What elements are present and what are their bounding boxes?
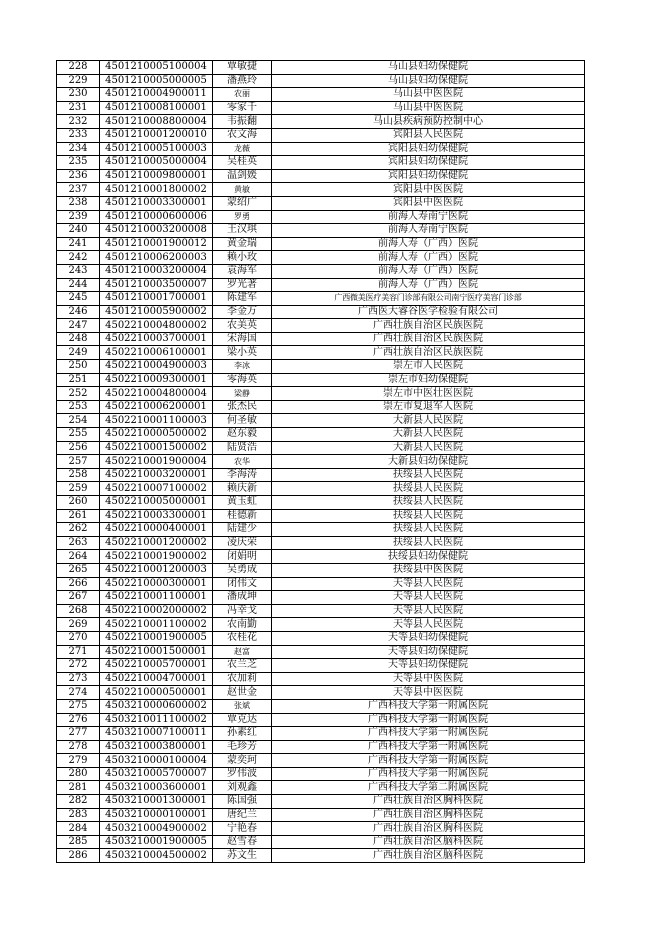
person-name: 零家千 (213, 101, 272, 115)
record-id: 4503210004500002 (100, 849, 213, 863)
record-id: 4501210008100001 (100, 101, 213, 115)
institution-name: 扶绥县人民医院 (272, 496, 585, 510)
row-number: 264 (57, 550, 100, 564)
table-row (57, 767, 585, 781)
table-row (57, 604, 585, 618)
record-id: 4502210001200002 (100, 536, 213, 550)
person-name: 梁小英 (213, 346, 272, 360)
row-number: 239 (57, 210, 100, 224)
table-row (57, 373, 585, 387)
row-number: 256 (57, 441, 100, 455)
record-id: 4503210001900005 (100, 835, 213, 849)
record-id: 4501210009800001 (100, 169, 213, 183)
institution-name: 宾阳县妇幼保健院 (272, 169, 585, 183)
record-id: 4502210004900003 (100, 360, 213, 374)
record-id: 4502210009300001 (100, 373, 213, 387)
person-name: 赵雪春 (213, 835, 272, 849)
table-row (57, 61, 585, 75)
table-row (57, 224, 585, 238)
institution-name: 扶绥县人民医院 (272, 523, 585, 537)
table-row (57, 468, 585, 482)
institution-name: 广西壮族自治区民族医院 (272, 319, 585, 333)
institution-name: 马山县中医医院 (272, 101, 585, 115)
record-id: 4503210003600001 (100, 781, 213, 795)
person-name: 赵世金 (213, 686, 272, 700)
institution-name: 前海人寿南宁医院 (272, 210, 585, 224)
person-name: 农加莉 (213, 672, 272, 686)
row-number: 250 (57, 360, 100, 374)
institution-name: 马山县妇幼保健院 (272, 61, 585, 75)
record-id: 4502210001500001 (100, 645, 213, 659)
record-id: 4502210005000001 (100, 496, 213, 510)
row-number: 255 (57, 428, 100, 442)
record-id: 4502210000400001 (100, 523, 213, 537)
table-row (57, 264, 585, 278)
institution-name: 马山县妇幼保健院 (272, 74, 585, 88)
table-row (57, 699, 585, 713)
row-number: 282 (57, 795, 100, 809)
row-number: 241 (57, 237, 100, 251)
table-row (57, 795, 585, 809)
institution-name: 广西科技大学第一附属医院 (272, 713, 585, 727)
row-number: 240 (57, 224, 100, 238)
institution-name: 扶绥县人民医院 (272, 482, 585, 496)
table-row (57, 414, 585, 428)
institution-name: 大新县人民医院 (272, 428, 585, 442)
record-id: 4503210011100002 (100, 713, 213, 727)
row-number: 285 (57, 835, 100, 849)
table-row (57, 278, 585, 292)
row-number: 252 (57, 387, 100, 401)
roster-table (56, 60, 585, 863)
person-name: 冯幸戈 (213, 604, 272, 618)
institution-name: 广西科技大学第一附属医院 (272, 767, 585, 781)
table-row (57, 686, 585, 700)
table-row (57, 441, 585, 455)
row-number: 230 (57, 88, 100, 102)
institution-name: 天等县人民医院 (272, 577, 585, 591)
table-row (57, 523, 585, 537)
record-id: 4501210004900011 (100, 88, 213, 102)
person-name: 农南勤 (213, 618, 272, 632)
person-name: 张杰民 (213, 400, 272, 414)
institution-name: 前海人寿南宁医院 (272, 224, 585, 238)
institution-name: 扶绥县人民医院 (272, 509, 585, 523)
person-name: 张斌 (213, 699, 272, 713)
person-name: 李金万 (213, 305, 272, 319)
table-row (57, 142, 585, 156)
institution-name: 广西壮族自治区脑科医院 (272, 849, 585, 863)
institution-name: 广西科技大学第一附属医院 (272, 727, 585, 741)
person-name: 刘观鑫 (213, 781, 272, 795)
table-row (57, 550, 585, 564)
institution-name: 大新县人民医院 (272, 441, 585, 455)
person-name: 陆建少 (213, 523, 272, 537)
record-id: 4502210000500002 (100, 428, 213, 442)
person-name: 陆贤浩 (213, 441, 272, 455)
person-name: 潘成坤 (213, 591, 272, 605)
person-name: 零海英 (213, 373, 272, 387)
record-id: 4502210001900002 (100, 550, 213, 564)
institution-name: 天等县妇幼保健院 (272, 645, 585, 659)
person-name: 赖庆新 (213, 482, 272, 496)
table-row (57, 387, 585, 401)
table-row (57, 536, 585, 550)
person-name: 覃克达 (213, 713, 272, 727)
row-number: 272 (57, 659, 100, 673)
record-id: 4501210005000005 (100, 74, 213, 88)
record-id: 4501210001200010 (100, 128, 213, 142)
institution-name: 天等县人民医院 (272, 604, 585, 618)
person-name: 陈建军 (213, 292, 272, 306)
row-number: 271 (57, 645, 100, 659)
person-name: 农桂花 (213, 631, 272, 645)
person-name: 唐纪兰 (213, 808, 272, 822)
record-id: 4502210001200003 (100, 563, 213, 577)
institution-name: 扶绥县妇幼保健院 (272, 550, 585, 564)
record-id: 4501210001700001 (100, 292, 213, 306)
institution-name: 天等县妇幼保健院 (272, 631, 585, 645)
record-id: 4502210000300001 (100, 577, 213, 591)
row-number: 242 (57, 251, 100, 265)
person-name: 农丽 (213, 88, 272, 102)
row-number: 273 (57, 672, 100, 686)
person-name: 赵富 (213, 645, 272, 659)
record-id: 4502210002000002 (100, 604, 213, 618)
table-row (57, 237, 585, 251)
institution-name: 天等县中医医院 (272, 686, 585, 700)
record-id: 4502210001900004 (100, 455, 213, 469)
table-row (57, 196, 585, 210)
table-row (57, 713, 585, 727)
record-id: 4502210003300001 (100, 509, 213, 523)
institution-name: 崇左市妇幼保健院 (272, 373, 585, 387)
record-id: 4502210001500002 (100, 441, 213, 455)
institution-name: 崇左市复退军人医院 (272, 400, 585, 414)
table-row (57, 496, 585, 510)
person-name: 李海涛 (213, 468, 272, 482)
institution-name: 广西微美医疗美容门诊部有限公司南宁医疗美容门诊部 (272, 292, 585, 306)
record-id: 4501210008800004 (100, 115, 213, 129)
table-row (57, 455, 585, 469)
row-number: 262 (57, 523, 100, 537)
person-name: 覃敏捷 (213, 61, 272, 75)
person-name: 龙薇 (213, 142, 272, 156)
person-name: 吴桂英 (213, 156, 272, 170)
table-row (57, 631, 585, 645)
record-id: 4502210004800002 (100, 319, 213, 333)
person-name: 蒙绍广 (213, 196, 272, 210)
table-row (57, 292, 585, 306)
institution-name: 宾阳县妇幼保健院 (272, 142, 585, 156)
record-id: 4503210005700007 (100, 767, 213, 781)
institution-name: 马山县疾病预防控制中心 (272, 115, 585, 129)
row-number: 277 (57, 727, 100, 741)
row-number: 245 (57, 292, 100, 306)
table-row (57, 319, 585, 333)
record-id: 4502210006200001 (100, 400, 213, 414)
record-id: 4503210000600002 (100, 699, 213, 713)
institution-name: 广西科技大学第一附属医院 (272, 699, 585, 713)
person-name: 潘燕玲 (213, 74, 272, 88)
row-number: 261 (57, 509, 100, 523)
row-number: 238 (57, 196, 100, 210)
record-id: 4503210001300001 (100, 795, 213, 809)
record-id: 4501210003200008 (100, 224, 213, 238)
table-row (57, 156, 585, 170)
person-name: 温剑媛 (213, 169, 272, 183)
person-name: 黄敏 (213, 183, 272, 197)
institution-name: 前海人寿（广西）医院 (272, 278, 585, 292)
institution-name: 广西科技大学第二附属医院 (272, 781, 585, 795)
row-number: 258 (57, 468, 100, 482)
person-name: 罗勇 (213, 210, 272, 224)
row-number: 275 (57, 699, 100, 713)
person-name: 农文海 (213, 128, 272, 142)
institution-name: 天等县中医医院 (272, 672, 585, 686)
institution-name: 崇左市人民医院 (272, 360, 585, 374)
row-number: 235 (57, 156, 100, 170)
record-id: 4501210001800002 (100, 183, 213, 197)
person-name: 闭娟明 (213, 550, 272, 564)
record-id: 4503210007100011 (100, 727, 213, 741)
table-row (57, 618, 585, 632)
record-id: 4503210003800001 (100, 740, 213, 754)
table-row (57, 591, 585, 605)
institution-name: 扶绥县人民医院 (272, 536, 585, 550)
record-id: 4501210003200004 (100, 264, 213, 278)
table-row (57, 577, 585, 591)
row-number: 269 (57, 618, 100, 632)
row-number: 263 (57, 536, 100, 550)
person-name: 何圣敏 (213, 414, 272, 428)
row-number: 259 (57, 482, 100, 496)
institution-name: 广西壮族自治区脑科医院 (272, 835, 585, 849)
row-number: 231 (57, 101, 100, 115)
institution-name: 宾阳县中医医院 (272, 196, 585, 210)
row-number: 266 (57, 577, 100, 591)
institution-name: 前海人寿（广西）医院 (272, 251, 585, 265)
row-number: 267 (57, 591, 100, 605)
record-id: 4502210007100002 (100, 482, 213, 496)
record-id: 4502210003700001 (100, 332, 213, 346)
person-name: 王汉琪 (213, 224, 272, 238)
row-number: 233 (57, 128, 100, 142)
institution-name: 广西医大睿谷医学检验有限公司 (272, 305, 585, 319)
institution-name: 扶绥县中医医院 (272, 563, 585, 577)
row-number: 257 (57, 455, 100, 469)
row-number: 253 (57, 400, 100, 414)
person-name: 农兰芝 (213, 659, 272, 673)
row-number: 284 (57, 822, 100, 836)
record-id: 4503210000100004 (100, 754, 213, 768)
person-name: 孙素红 (213, 727, 272, 741)
table-row (57, 509, 585, 523)
row-number: 232 (57, 115, 100, 129)
row-number: 246 (57, 305, 100, 319)
person-name: 吴勇成 (213, 563, 272, 577)
person-name: 宁艳春 (213, 822, 272, 836)
record-id: 4502210003200001 (100, 468, 213, 482)
table-row (57, 169, 585, 183)
person-name: 罗光著 (213, 278, 272, 292)
row-number: 229 (57, 74, 100, 88)
record-id: 4501210003500007 (100, 278, 213, 292)
table-row (57, 305, 585, 319)
institution-name: 大新县人民医院 (272, 414, 585, 428)
row-number: 281 (57, 781, 100, 795)
table-row (57, 210, 585, 224)
record-id: 4503210000100001 (100, 808, 213, 822)
row-number: 278 (57, 740, 100, 754)
row-number: 244 (57, 278, 100, 292)
person-name: 宋海国 (213, 332, 272, 346)
institution-name: 广西壮族自治区民族医院 (272, 346, 585, 360)
table-row (57, 428, 585, 442)
record-id: 4501210005000004 (100, 156, 213, 170)
record-id: 4501210006200003 (100, 251, 213, 265)
institution-name: 广西壮族自治区胸科医院 (272, 795, 585, 809)
row-number: 260 (57, 496, 100, 510)
table-row (57, 482, 585, 496)
person-name: 赵东毅 (213, 428, 272, 442)
table-row (57, 183, 585, 197)
table-row (57, 101, 585, 115)
person-name: 桂德新 (213, 509, 272, 523)
roster-body (57, 61, 585, 863)
row-number: 249 (57, 346, 100, 360)
row-number: 247 (57, 319, 100, 333)
record-id: 4502210001100001 (100, 591, 213, 605)
table-row (57, 346, 585, 360)
person-name: 毛珍芳 (213, 740, 272, 754)
record-id: 4502210001900005 (100, 631, 213, 645)
person-name: 黄玉虹 (213, 496, 272, 510)
row-number: 274 (57, 686, 100, 700)
institution-name: 天等县妇幼保健院 (272, 659, 585, 673)
table-row (57, 88, 585, 102)
table-row (57, 808, 585, 822)
institution-name: 广西科技大学第一附属医院 (272, 740, 585, 754)
row-number: 228 (57, 61, 100, 75)
table-row (57, 781, 585, 795)
record-id: 4502210004800004 (100, 387, 213, 401)
person-name: 李冰 (213, 360, 272, 374)
table-row (57, 563, 585, 577)
table-row (57, 740, 585, 754)
institution-name: 广西壮族自治区胸科医院 (272, 808, 585, 822)
row-number: 286 (57, 849, 100, 863)
person-name: 凌庆荣 (213, 536, 272, 550)
person-name: 闭伟文 (213, 577, 272, 591)
row-number: 251 (57, 373, 100, 387)
institution-name: 马山县中医医院 (272, 88, 585, 102)
record-id: 4502210001100003 (100, 414, 213, 428)
record-id: 4501210001900012 (100, 237, 213, 251)
row-number: 254 (57, 414, 100, 428)
institution-name: 天等县人民医院 (272, 591, 585, 605)
record-id: 4502210000500001 (100, 686, 213, 700)
person-name: 陈国强 (213, 795, 272, 809)
record-id: 4502210006100001 (100, 346, 213, 360)
record-id: 4501210005900002 (100, 305, 213, 319)
row-number: 268 (57, 604, 100, 618)
person-name: 袁海军 (213, 264, 272, 278)
record-id: 4502210005700001 (100, 659, 213, 673)
institution-name: 前海人寿（广西）医院 (272, 237, 585, 251)
record-id: 4501210005100003 (100, 142, 213, 156)
table-row (57, 659, 585, 673)
institution-name: 扶绥县人民医院 (272, 468, 585, 482)
institution-name: 广西壮族自治区民族医院 (272, 332, 585, 346)
table-row (57, 332, 585, 346)
row-number: 243 (57, 264, 100, 278)
table-row (57, 128, 585, 142)
institution-name: 宾阳县人民医院 (272, 128, 585, 142)
person-name: 罗伟波 (213, 767, 272, 781)
row-number: 248 (57, 332, 100, 346)
institution-name: 广西壮族自治区胸科医院 (272, 822, 585, 836)
row-number: 270 (57, 631, 100, 645)
row-number: 279 (57, 754, 100, 768)
table-row (57, 822, 585, 836)
record-id: 4503210004900002 (100, 822, 213, 836)
table-row (57, 645, 585, 659)
table-row (57, 727, 585, 741)
row-number: 276 (57, 713, 100, 727)
person-name: 黄金瑞 (213, 237, 272, 251)
record-id: 4502210001100002 (100, 618, 213, 632)
row-number: 237 (57, 183, 100, 197)
record-id: 4501210000600006 (100, 210, 213, 224)
table-row (57, 115, 585, 129)
institution-name: 宾阳县中医医院 (272, 183, 585, 197)
institution-name: 前海人寿（广西）医院 (272, 264, 585, 278)
table-row (57, 74, 585, 88)
row-number: 283 (57, 808, 100, 822)
institution-name: 大新县妇幼保健院 (272, 455, 585, 469)
table-row (57, 754, 585, 768)
record-id: 4501210003300001 (100, 196, 213, 210)
person-name: 梁静 (213, 387, 272, 401)
person-name: 蒙奕珂 (213, 754, 272, 768)
table-row (57, 849, 585, 863)
person-name: 农华 (213, 455, 272, 469)
person-name: 韦振翻 (213, 115, 272, 129)
table-row (57, 251, 585, 265)
row-number: 280 (57, 767, 100, 781)
institution-name: 广西科技大学第一附属医院 (272, 754, 585, 768)
person-name: 赖小玫 (213, 251, 272, 265)
institution-name: 宾阳县妇幼保健院 (272, 156, 585, 170)
record-id: 4502210004700001 (100, 672, 213, 686)
table-row (57, 360, 585, 374)
person-name: 苏文生 (213, 849, 272, 863)
row-number: 236 (57, 169, 100, 183)
row-number: 234 (57, 142, 100, 156)
institution-name: 崇左市中医壮医医院 (272, 387, 585, 401)
table-row (57, 672, 585, 686)
table-row (57, 400, 585, 414)
person-name: 农美英 (213, 319, 272, 333)
row-number: 265 (57, 563, 100, 577)
institution-name: 天等县人民医院 (272, 618, 585, 632)
table-row (57, 835, 585, 849)
record-id: 4501210005100004 (100, 61, 213, 75)
